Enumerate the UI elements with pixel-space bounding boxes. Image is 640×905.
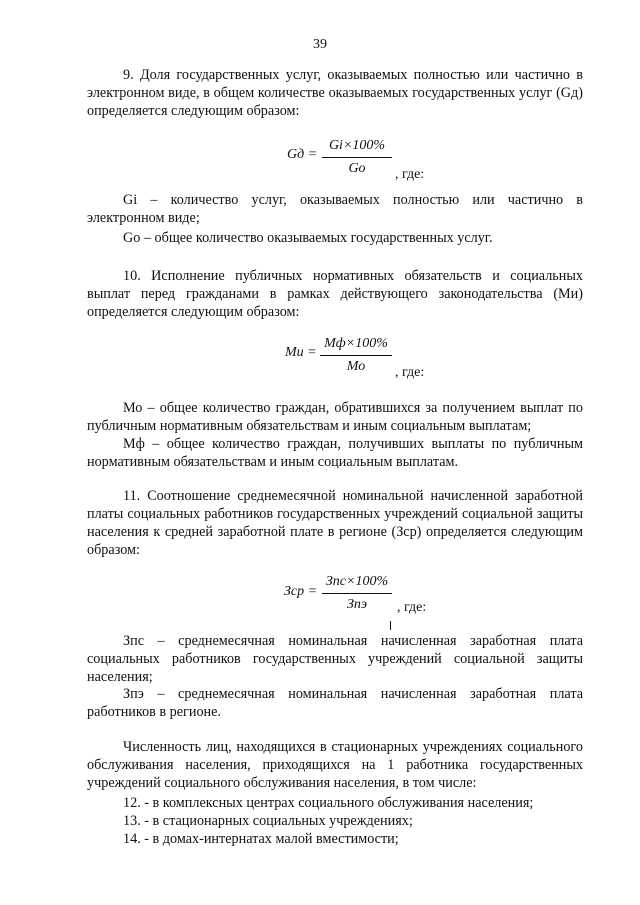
list-item-13: 13. - в стационарных социальных учреждениях; xyxy=(123,813,413,829)
formula-m-i-numerator: Мф×100% xyxy=(324,336,388,351)
formula-g-d-numerator: Gi×100% xyxy=(328,138,386,153)
formula-m-i-denominator: Мо xyxy=(346,359,366,374)
formula-m-i-lhs: Ми = xyxy=(285,345,317,360)
formula-z-sr-denominator: Зпэ xyxy=(346,597,368,612)
paragraph-9: 9. Доля государственных услуг, оказываемых полностью или частично в электронном виде, в общем количестве оказываемых государственных услуг (Gд) определяется следующим образом: xyxy=(87,67,583,119)
definition-zpe: Зпэ – среднемесячная номинальная начисленная заработная плата работников в регионе. xyxy=(87,686,583,720)
page-number: 39 xyxy=(313,37,327,52)
formula-g-d-lhs: Gд = xyxy=(287,147,318,162)
formula-g-d-bar xyxy=(322,157,392,158)
list-item-12: 12. - в комплексных центрах социального обслуживания населения; xyxy=(123,795,534,811)
formula-z-sr-lhs: Зср = xyxy=(284,584,318,599)
formula-g-d-where: , где: xyxy=(395,167,425,182)
paragraph-10: 10. Исполнение публичных нормативных обязательств и социальных выплат перед гражданами в рамках действующего законодательства (Ми) определяется следующим образом: xyxy=(87,268,583,320)
formula-z-sr-where: , где: xyxy=(397,600,427,615)
formula-z-sr-numerator: Зпс×100% xyxy=(325,574,389,589)
paragraph-count: Численность лиц, находящихся в стационарных учреждениях социального обслуживания населения, приходящихся на 1 работника государственных учреждений социального обслуживания населения, в том числе: xyxy=(87,739,583,791)
formula-g-d-denominator: Go xyxy=(348,161,366,176)
stray-mark xyxy=(390,621,391,630)
definition-mf: Мф – общее количество граждан, получивших выплаты по публичным нормативным обязательствам и иным социальным выплатам. xyxy=(87,436,583,470)
definition-go: Go – общее количество оказываемых государственных услуг. xyxy=(123,230,493,246)
paragraph-11: 11. Соотношение среднемесячной номинальной начисленной заработной платы социальных работников государственных учреждений социальной защиты населения к средней заработной плате в регионе (Зср) определяется следующим образом: xyxy=(87,488,583,558)
formula-z-sr-bar xyxy=(322,593,392,594)
definition-zps: Зпс – среднемесячная номинальная начисленная заработная плата социальных работников государственных учреждений социальной защиты населения; xyxy=(87,633,583,685)
formula-m-i-bar xyxy=(320,355,392,356)
formula-m-i-where: , где: xyxy=(395,365,425,380)
definition-gi: Gi – количество услуг, оказываемых полностью или частично в электронном виде; xyxy=(87,192,583,226)
definition-mo: Мо – общее количество граждан, обратившихся за получением выплат по публичным нормативным обязательствам и иным социальным выплатам; xyxy=(87,400,583,434)
list-item-14: 14. - в домах-интернатах малой вместимости; xyxy=(123,831,399,847)
